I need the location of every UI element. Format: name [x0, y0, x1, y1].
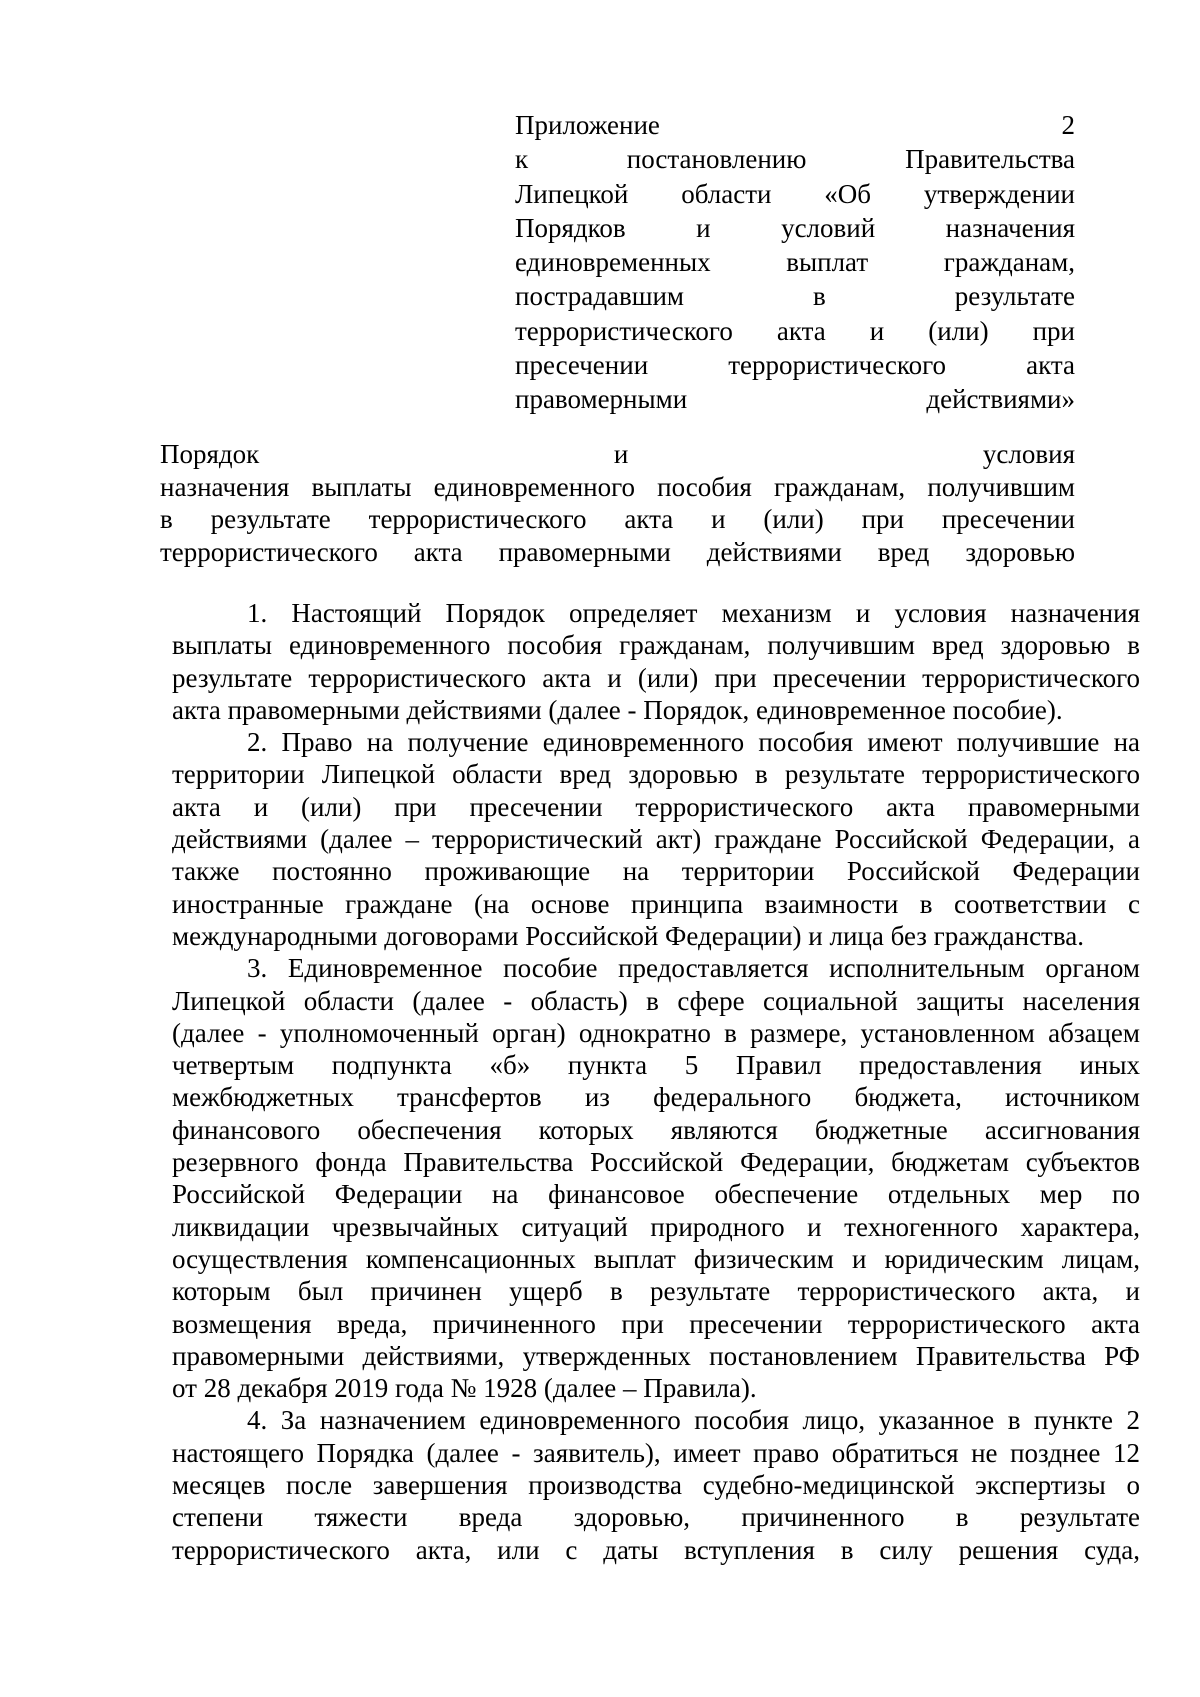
annex-line: террористического акта и (или) при [515, 315, 1075, 346]
text-line: резервного фонда Правительства Российской Федерации, бюджетам субъектов [172, 1147, 1140, 1178]
annex-line: Липецкой области «Об утверждении [515, 178, 1075, 209]
paragraph-2 [172, 726, 1140, 952]
annex-line: единовременных выплат гражданам, [515, 247, 1075, 278]
text-line: также постоянно проживающие на территории Российской Федерации [172, 856, 1140, 887]
paragraph-4 [172, 1404, 1140, 1565]
title-line: назначения выплаты единовременного пособия гражданам, получившим [160, 471, 1075, 502]
text-line: результате террористического акта и (или) при пресечении террористического [172, 662, 1140, 693]
annex-line: правомерными действиями» [515, 384, 1075, 415]
text-line: территории Липецкой области вред здоровью в результате террористического [172, 759, 1140, 790]
document-body [172, 597, 1140, 1566]
text-line: месяцев после завершения производства судебно-медицинской экспертизы о [172, 1470, 1140, 1501]
annex-line: Приложение 2 [515, 110, 1075, 140]
title-line: Порядок и условия [160, 439, 1075, 469]
paragraph-1 [172, 597, 1140, 726]
paragraph-3 [172, 952, 1140, 1404]
text-line: Липецкой области (далее - область) в сфере социальной защиты населения [172, 985, 1140, 1016]
text-line: степени тяжести вреда здоровью, причиненного в результате [172, 1502, 1140, 1533]
annex-header [515, 108, 1075, 417]
text-line: акта и (или) при пресечении террористического акта правомерными [172, 791, 1140, 822]
text-line: (далее - уполномоченный орган) однократно в размере, установленном абзацем [172, 1017, 1140, 1048]
text-line: иностранные граждане (на основе принципа взаимности в соответствии с [172, 888, 1140, 919]
text-line: 3. Единовременное пособие предоставляется исполнительным органом [247, 953, 1140, 984]
annex-line: Порядков и условий назначения [515, 212, 1075, 243]
annex-line: к постановлению Правительства [515, 144, 1075, 175]
text-line: осуществления компенсационных выплат физическим и юридическим лицам, [172, 1243, 1140, 1274]
annex-line: пострадавшим в результате [515, 281, 1075, 312]
text-line: возмещения вреда, причиненного при пресечении террористического акта [172, 1308, 1140, 1339]
text-line: которым был причинен ущерб в результате террористического акта, и [172, 1276, 1140, 1307]
text-line: четвертым подпункта «б» пункта 5 Правил предоставления иных [172, 1050, 1140, 1081]
text-line: международными договорами Российской Федерации) и лица без гражданства. [172, 920, 1084, 951]
title-line: в результате террористического акта и (или) при пресечении [160, 504, 1075, 534]
text-line: Российской Федерации на финансовое обеспечение отдельных мер по [172, 1179, 1140, 1210]
text-line: выплаты единовременного пособия гражданам, получившим вред здоровью в [172, 630, 1140, 661]
title-line: террористического акта правомерными действиями вред здоровью [160, 536, 1075, 567]
text-line: акта правомерными действиями (далее - Порядок, единовременное пособие). [172, 694, 1063, 725]
text-line: настоящего Порядка (далее - заявитель), имеет право обратиться не позднее 12 [172, 1437, 1140, 1468]
text-line: ликвидации чрезвычайных ситуаций природного и техногенного характера, [172, 1211, 1140, 1242]
text-line: правомерными действиями, утвержденных постановлением Правительства РФ [172, 1340, 1140, 1371]
text-line: 4. За назначением единовременного пособия лицо, указанное в пункте 2 [247, 1405, 1140, 1436]
text-line: от 28 декабря 2019 года № 1928 (далее – Правила). [172, 1373, 757, 1404]
document-title [160, 438, 1075, 568]
text-line: террористического акта, или с даты вступления в силу решения суда, [172, 1534, 1140, 1565]
text-line: 2. Право на получение единовременного пособия имеют получившие на [247, 727, 1140, 758]
text-line: действиями (далее – террористический акт) граждане Российской Федерации, а [172, 824, 1140, 855]
annex-line: пресечении террористического акта [515, 350, 1075, 381]
text-line: межбюджетных трансфертов из федерального бюджета, источником [172, 1082, 1140, 1113]
text-line: финансового обеспечения которых являются бюджетные ассигнования [172, 1114, 1140, 1145]
text-line: 1. Настоящий Порядок определяет механизм и условия назначения [247, 598, 1140, 628]
